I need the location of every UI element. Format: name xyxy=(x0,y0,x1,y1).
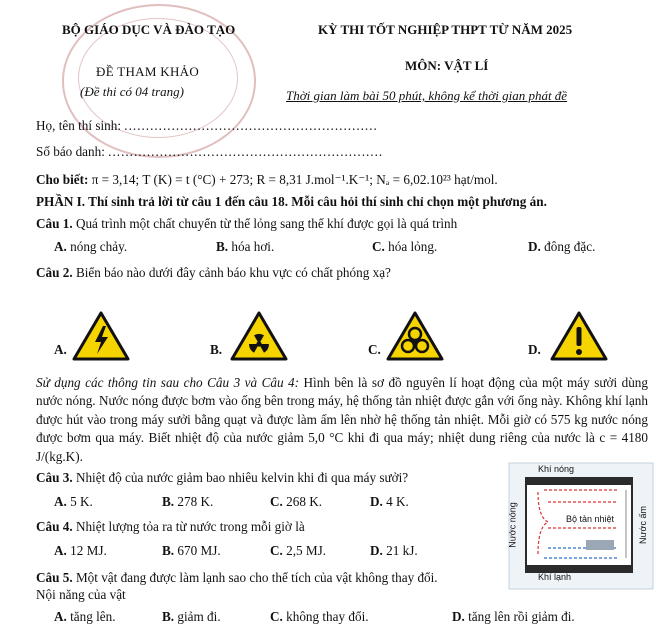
option-text: không thay đổi. xyxy=(286,609,369,624)
question-1-label: Câu 1. xyxy=(36,216,73,231)
student-id-dots: ................................................................ xyxy=(108,144,384,159)
q3-option-a[interactable] xyxy=(54,494,93,510)
question-3-text: Nhiệt độ của nước giảm bao nhiêu kelvin khi đi qua máy sưởi? xyxy=(75,470,409,485)
student-id-label: Số báo danh: xyxy=(36,144,105,159)
general-warning-sign-icon[interactable] xyxy=(550,310,608,362)
exam-time: Thời gian làm bài 50 phút, không kể thời gian phát đề xyxy=(286,88,568,103)
question-4-label: Câu 4. xyxy=(36,519,73,534)
q5-option-b[interactable] xyxy=(162,609,221,625)
question-3 xyxy=(36,470,408,486)
option-letter: A. xyxy=(54,494,67,509)
q4-option-d[interactable] xyxy=(370,543,418,559)
option-letter: C. xyxy=(270,543,283,558)
q2-option-c-letter[interactable]: C. xyxy=(368,342,381,357)
q5-option-c[interactable] xyxy=(270,609,369,625)
context-intro: Sử dụng các thông tin sau cho Câu 3 và Câu 4: xyxy=(36,375,300,390)
student-name-dots: ........................................................... xyxy=(124,118,378,133)
q1-option-a[interactable] xyxy=(54,239,127,255)
question-4 xyxy=(36,519,305,535)
ministry-name: BỘ GIÁO DỤC VÀ ĐÀO TẠO xyxy=(62,22,236,37)
question-2 xyxy=(36,265,391,281)
option-text: 2,5 MJ. xyxy=(286,543,327,558)
option-text: 278 K. xyxy=(177,494,214,509)
cold-air-label: Khí lạnh xyxy=(538,572,572,582)
page-count: (Đề thi có 04 trang) xyxy=(80,84,184,99)
option-letter: A. xyxy=(54,543,67,558)
option-text: hóa hơi. xyxy=(231,239,275,254)
given-text: π = 3,14; T (K) = t (°C) + 273; R = 8,31 J.mol⁻¹.K⁻¹; Nₐ = 6,02.10²³ hạt/mol. xyxy=(91,172,498,187)
warm-water-label: Nước ấm xyxy=(637,506,648,544)
subject-title: MÔN: VẬT LÍ xyxy=(405,58,489,73)
q5-option-d[interactable] xyxy=(452,609,575,625)
q5-option-a[interactable] xyxy=(54,609,116,625)
exam-title: KỲ THI TỐT NGHIỆP THPT TỪ NĂM 2025 xyxy=(318,22,573,37)
option-letter: B. xyxy=(162,543,175,558)
water-heater-diagram xyxy=(508,462,654,590)
option-text: 670 MJ. xyxy=(177,543,221,558)
option-text: tăng lên. xyxy=(70,609,116,624)
option-text: 4 K. xyxy=(386,494,409,509)
biohazard-sign-icon[interactable] xyxy=(386,310,444,362)
hot-water-label: Nước nóng xyxy=(507,502,518,548)
option-letter: D. xyxy=(452,609,465,624)
question-1 xyxy=(36,216,457,232)
student-id-row xyxy=(36,144,383,160)
q3-option-b[interactable] xyxy=(162,494,213,510)
q2-option-d-letter[interactable]: D. xyxy=(528,342,541,357)
q2-option-a-letter[interactable]: A. xyxy=(54,342,67,357)
given-label: Cho biết: xyxy=(36,172,89,187)
question-5 xyxy=(36,570,438,586)
q3-option-d[interactable] xyxy=(370,494,409,510)
radiator-label: Bộ tản nhiệt xyxy=(566,514,615,524)
q1-option-c[interactable] xyxy=(372,239,437,255)
option-text: hóa lỏng. xyxy=(388,239,438,254)
option-letter: A. xyxy=(54,239,67,254)
q4-option-a[interactable] xyxy=(54,543,107,559)
part-1-instruction: PHẦN I. Thí sinh trả lời từ câu 1 đến câu 18. Mỗi câu hỏi thí sinh chỉ chọn một phương án. xyxy=(36,194,547,209)
option-letter: B. xyxy=(162,609,175,624)
question-5-text-line2: Nội năng của vật xyxy=(36,587,126,602)
question-2-text: Biển báo nào dưới đây cảnh báo khu vực có chất phóng xạ? xyxy=(75,265,391,280)
option-letter: B. xyxy=(216,239,229,254)
option-letter: B. xyxy=(162,494,175,509)
option-text: 21 kJ. xyxy=(386,543,418,558)
option-letter: C. xyxy=(270,609,283,624)
option-letter: C. xyxy=(270,494,283,509)
option-text: nóng chảy. xyxy=(70,239,128,254)
option-text: tăng lên rồi giảm đi. xyxy=(468,609,575,624)
given-constants xyxy=(36,172,498,188)
question-5-label: Câu 5. xyxy=(36,570,73,585)
q3-option-c[interactable] xyxy=(270,494,322,510)
context-text: Hình bên là sơ đồ nguyên lí hoạt động của một máy sưởi dùng nước nóng. Nước nóng được bơm vào ống bên trong máy, hệ thống tản nhiệt được gắn với ống này. Không khí lạnh được hút vào trong máy sưởi bằng quạt và được làm ấm lên nhờ hệ thống tản nhiệt. Mỗi giờ có 575 kg nước nóng được bơm qua máy. Biết nhiệt độ của nước giảm 5,0 °C khi đi qua máy; nhiệt dung riêng của nước là c = 4180 J/(kg.K). xyxy=(36,375,648,464)
student-name-label: Họ, tên thí sinh: xyxy=(36,118,121,133)
high-voltage-sign-icon[interactable] xyxy=(72,310,130,362)
q1-option-d[interactable] xyxy=(528,239,595,255)
option-letter: D. xyxy=(528,239,541,254)
option-letter: C. xyxy=(372,239,385,254)
q4-option-b[interactable] xyxy=(162,543,221,559)
option-text: 12 MJ. xyxy=(70,543,107,558)
question-1-text: Quá trình một chất chuyển từ thể lỏng sang thể khí được gọi là quá trình xyxy=(75,216,458,231)
option-text: 268 K. xyxy=(286,494,323,509)
option-letter: D. xyxy=(370,543,383,558)
q2-option-b-letter[interactable]: B. xyxy=(210,342,223,357)
q1-option-b[interactable] xyxy=(216,239,274,255)
question-5-text: Một vật đang được làm lạnh sao cho thể tích của vật không thay đổi. xyxy=(75,570,438,585)
option-text: 5 K. xyxy=(70,494,93,509)
question-2-label: Câu 2. xyxy=(36,265,73,280)
option-text: đông đặc. xyxy=(544,239,596,254)
question-3-label: Câu 3. xyxy=(36,470,73,485)
q4-option-c[interactable] xyxy=(270,543,326,559)
question-4-text: Nhiệt lượng tỏa ra từ nước trong mỗi giờ là xyxy=(75,519,305,534)
radiation-sign-icon[interactable] xyxy=(230,310,288,362)
context-paragraph xyxy=(36,374,648,466)
student-name-row xyxy=(36,118,378,134)
option-letter: D. xyxy=(370,494,383,509)
option-text: giảm đi. xyxy=(177,609,221,624)
hot-air-label: Khí nóng xyxy=(538,464,575,474)
sample-label: ĐỀ THAM KHẢO xyxy=(96,64,200,79)
option-letter: A. xyxy=(54,609,67,624)
